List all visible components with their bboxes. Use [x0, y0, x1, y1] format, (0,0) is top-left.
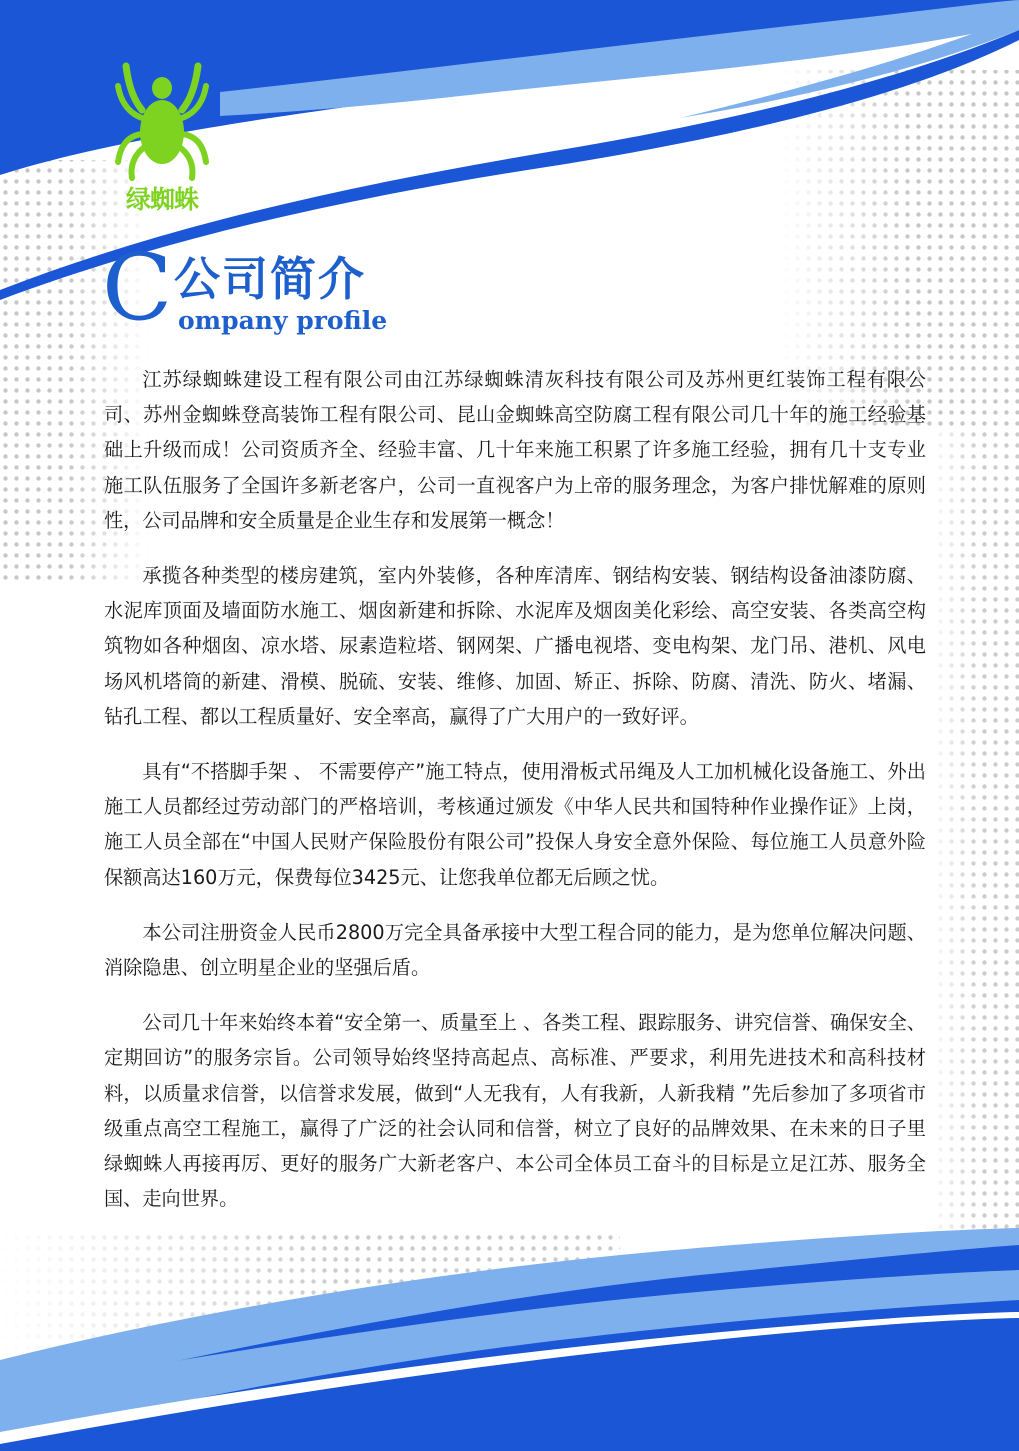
- paragraph: 本公司注册资金人民币2800万完全具备承接中大型工程合同的能力，是为您单位解决问题、消除隐患、创立明星企业的坚强后盾。: [104, 920, 926, 980]
- title-initial: C: [102, 234, 173, 341]
- dot-pattern-right: [930, 430, 1019, 1230]
- paragraph: 具有“不搭脚手架 、 不需要停产”施工特点，使用滑板式吊绳及人工加机械化设备施工、外出施工人员都经过劳动部门的严格培训，考核通过颁发《中华人民共和国特种作业操作证》上岗，施工人员全部在“中国人民财产保险股份有限公司”投保人身安全意外保险、每位施工人员意外险保额高达160万元，保费每位3425元、让您我单位都无后顾之忧。: [104, 760, 926, 889]
- company-description: [104, 362, 926, 1236]
- company-logo: [112, 62, 212, 212]
- logo-text: 绿蜘蛛: [125, 185, 198, 214]
- paragraph: 江苏绿蜘蛛建设工程有限公司由江苏绿蜘蛛清灰科技有限公司及苏州更红装饰工程有限公司、苏州金蜘蛛登高装饰工程有限公司、昆山金蜘蛛高空防腐工程有限公司几十年的施工经验基础上升级而成！公司资质齐全、经验丰富、几十年来施工积累了许多施工经验，拥有几十支专业施工队伍服务了全国许多新老客户，公司一直视客户为上帝的服务理念，为客户排忧解难的原则性，公司品牌和安全质量是企业生存和发展第一概念！: [104, 368, 926, 532]
- section-title: [102, 234, 422, 341]
- paragraph: 公司几十年来始终本着“安全第一、质量至上 、各类工程、跟踪服务、讲究信誉、确保安全、定期回访”的服务宗旨。公司领导始终坚持高起点、高标准、严要求，利用先进技术和高科技材料，以质量求信誉，以信誉求发展，做到“人无我有，人有我新，人新我精 ”先后参加了多项省市级重点高空工程施工，赢得了广泛的社会认同和信誉，树立了良好的品牌效果、在未来的日子里绿蜘蛛人再接再厉、更好的服务广大新老客户、本公司全体员工奋斗的目标是立足江苏、服务全国、走向世界。: [104, 1011, 926, 1211]
- title-english: ompany profile: [178, 306, 388, 335]
- spider-icon: [112, 62, 212, 182]
- title-chinese: 公司简介: [174, 252, 366, 306]
- paragraph: 承揽各种类型的楼房建筑，室内外装修，各种库清库、钢结构安装、钢结构设备油漆防腐、水泥库顶面及墙面防水施工、烟囱新建和拆除、水泥库及烟囱美化彩绘、高空安装、各类高空构筑物如各种烟囱、凉水塔、尿素造粒塔、钢网架、广播电视塔、变电构架、龙门吊、港机、风电场风机塔筒的新建、滑模、脱硫、安装、维修、加固、矫正、拆除、防腐、清洗、防火、堵漏、钻孔工程、都以工程质量好、安全率高，赢得了广大用户的一致好评。: [104, 564, 926, 728]
